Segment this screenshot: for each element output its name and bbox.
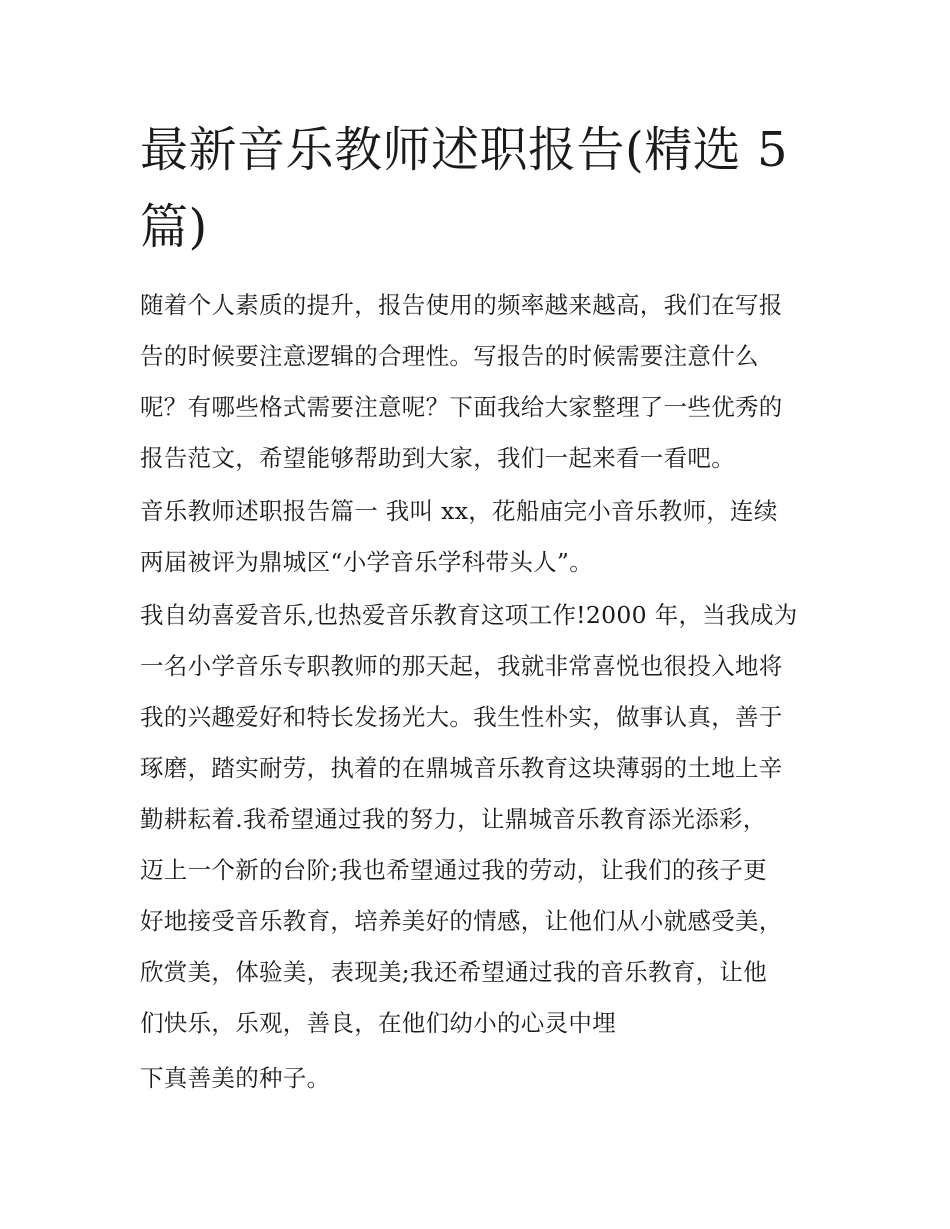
text-line: 迈上一个新的台阶;我也希望通过我的劳动，让我们的孩子更	[140, 856, 768, 884]
text-line: 琢磨，踏实耐劳，执着的在鼎城音乐教育这块薄弱的土地上辛	[140, 754, 783, 782]
text-line: 两届被评为鼎城区“小学音乐学科带头人”。	[140, 548, 594, 576]
paragraph-closing	[140, 1053, 830, 1104]
text-line: 随着个人素质的提升，报告使用的频率越来越高，我们在写报	[140, 291, 783, 319]
text-line: 我自幼喜爱音乐,也热爱音乐教育这项工作!2000 年，当我成为	[140, 601, 798, 629]
document-title	[140, 112, 820, 266]
title-line: 篇)	[140, 199, 208, 255]
title-line: 最新音乐教师述职报告(精选 5	[140, 122, 789, 178]
document-body	[140, 280, 830, 1104]
text-line: 告的时候要注意逻辑的合理性。写报告的时候需要注意什么	[140, 342, 759, 370]
text-line: 下真善美的种子。	[140, 1064, 331, 1092]
text-line: 音乐教师述职报告篇一 我叫 xx，花船庙完小音乐教师，连续	[140, 497, 778, 525]
text-line: 我的兴趣爱好和特长发扬光大。我生性朴实，做事认真，善于	[140, 703, 783, 731]
text-line: 报告范文，希望能够帮助到大家，我们一起来看一看吧。	[140, 444, 735, 472]
text-line: 们快乐，乐观，善良，在他们幼小的心灵中埋	[140, 1009, 616, 1037]
text-line: 欣赏美，体验美，表现美;我还希望通过我的音乐教育，让他	[140, 958, 768, 986]
paragraph-body	[140, 590, 830, 1049]
paragraph-section-one	[140, 486, 830, 588]
paragraph-intro	[140, 280, 830, 484]
text-line: 呢？有哪些格式需要注意呢？下面我给大家整理了一些优秀的	[140, 393, 783, 421]
text-line: 一名小学音乐专职教师的那天起，我就非常喜悦也很投入地将	[140, 652, 783, 680]
text-line: 好地接受音乐教育，培养美好的情感，让他们从小就感受美，	[140, 907, 783, 935]
text-line: 勤耕耘着.我希望通过我的努力，让鼎城音乐教育添光添彩，	[140, 805, 767, 833]
